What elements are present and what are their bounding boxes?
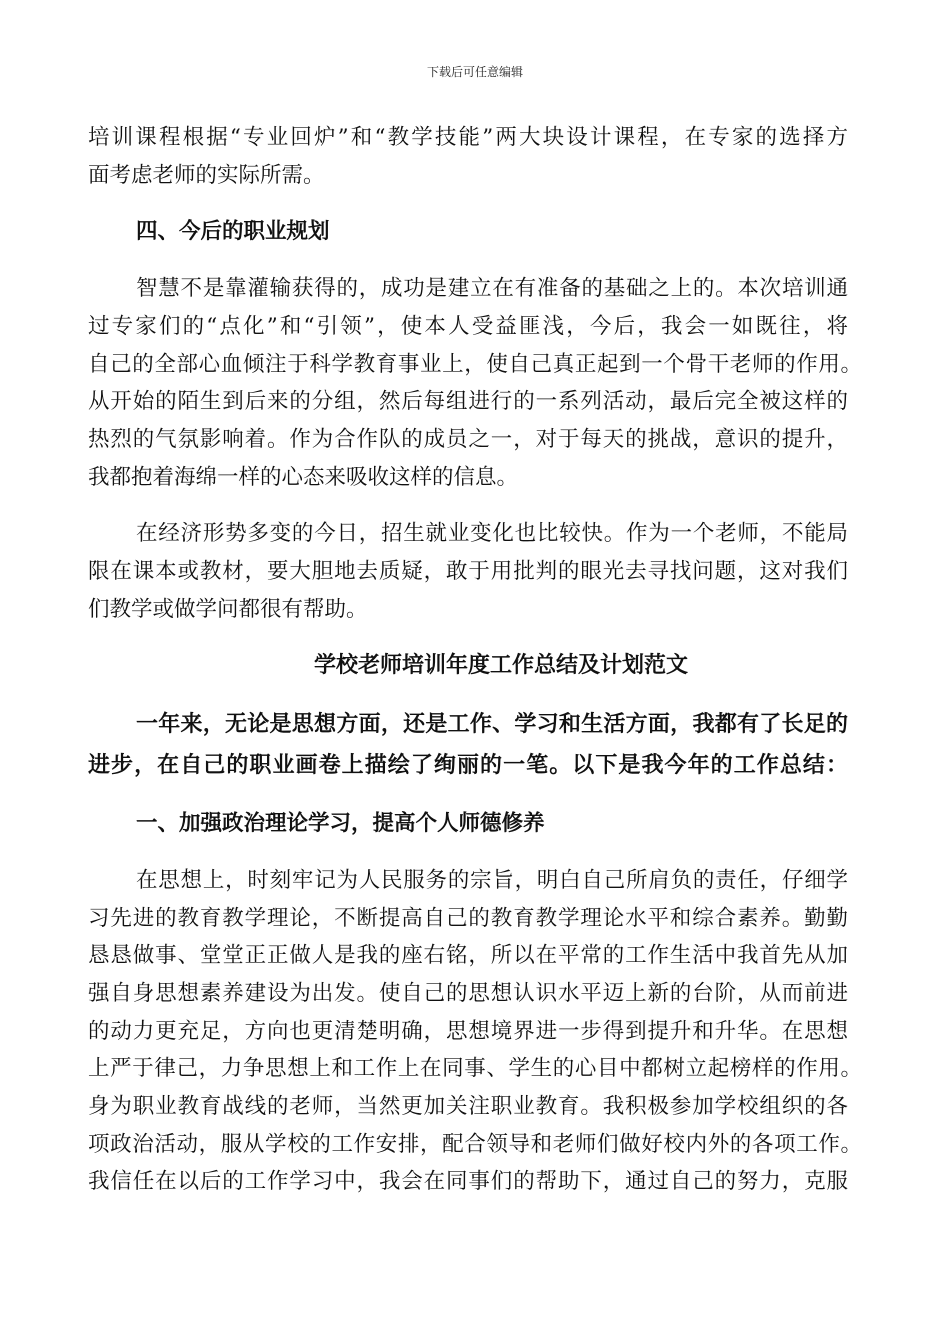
paragraph-line: 热烈的气氛影响着。作为合作队的成员之一，对于每天的挑战，意识的提升， <box>88 426 848 452</box>
paragraph-line: 我信任在以后的工作学习中，我会在同事们的帮助下，通过自己的努力，克服 <box>88 1169 848 1195</box>
paragraph-line: 强自身思想素养建设为出发。使自己的思想认识水平迈上新的台阶，从而前进 <box>88 980 848 1006</box>
paragraph-line: 上严于律己，力争思想上和工作上在同事、学生的心目中都树立起榜样的作用。 <box>88 1056 862 1082</box>
paragraph-line: 的动力更充足，方向也更清楚明确，思想境界进一步得到提升和升华。在思想 <box>88 1018 848 1044</box>
lead-paragraph <box>88 704 848 786</box>
paragraph-line: 智慧不是靠灌输获得的，成功是建立在有准备的基础之上的。本次培训通 <box>136 276 848 302</box>
paragraph-line: 在思想上，时刻牢记为人民服务的宗旨，明白自己所肩负的责任，仔细学 <box>136 867 848 893</box>
paragraph <box>88 270 862 496</box>
paragraph-line: 们教学或做学问都很有帮助。 <box>88 596 368 622</box>
paragraph-line: 限在课本或教材，要大胆地去质疑，敢于用批判的眼光去寻找问题，这对我们 <box>88 559 848 585</box>
paragraph <box>88 515 848 628</box>
section-heading: 一、加强政治理论学习，提高个人师德修养 <box>136 811 545 837</box>
header-note: 下载后可任意编辑 <box>426 65 523 79</box>
paragraph-line: 身为职业教育战线的老师，当然更加关注职业教育。我积极参加学校组织的各 <box>88 1094 848 1120</box>
paragraph-line: 在经济形势多变的今日，招生就业变化也比较快。作为一个老师，不能局 <box>136 521 848 547</box>
paragraph-line: 自己的全部心血倾注于科学教育事业上，使自己真正起到一个骨干老师的作用。 <box>88 351 862 377</box>
paragraph-line: 恳恳做事、堂堂正正做人是我的座右铭，所以在平常的工作生活中我首先从加 <box>88 943 848 969</box>
paragraph <box>88 862 862 1201</box>
paragraph-line: 面考虑老师的实际所需。 <box>88 162 325 188</box>
paragraph-line: 习先进的教育教学理论，不断提高自己的教育教学理论水平和综合素养。勤勤 <box>88 905 848 931</box>
paragraph-line: 项政治活动，服从学校的工作安排，配合领导和老师们做好校内外的各项工作。 <box>88 1131 862 1157</box>
document-title: 学校老师培训年度工作总结及计划范文 <box>313 652 688 679</box>
paragraph-line: 进步，在自己的职业画卷上描绘了绚丽的一笔。以下是我今年的工作总结： <box>88 752 848 779</box>
paragraph-line: 一年来，无论是思想方面，还是工作、学习和生活方面，我都有了长足的 <box>136 711 848 738</box>
paragraph-line: 从开始的陌生到后来的分组，然后每组进行的一系列活动，最后完全被这样的 <box>88 389 848 415</box>
document-body <box>88 119 862 1201</box>
section-heading: 四、今后的职业规划 <box>136 219 330 245</box>
paragraph-line: 培训课程根据“专业回炉”和“教学技能”两大块设计课程，在专家的选择方 <box>88 125 848 150</box>
intro-paragraph <box>88 119 848 194</box>
paragraph-line: 过专家们的“点化”和“引领”，使本人受益匪浅，今后，我会一如既往，将 <box>88 313 848 339</box>
paragraph-line: 我都抱着海绵一样的心态来吸收这样的信息。 <box>88 464 519 490</box>
